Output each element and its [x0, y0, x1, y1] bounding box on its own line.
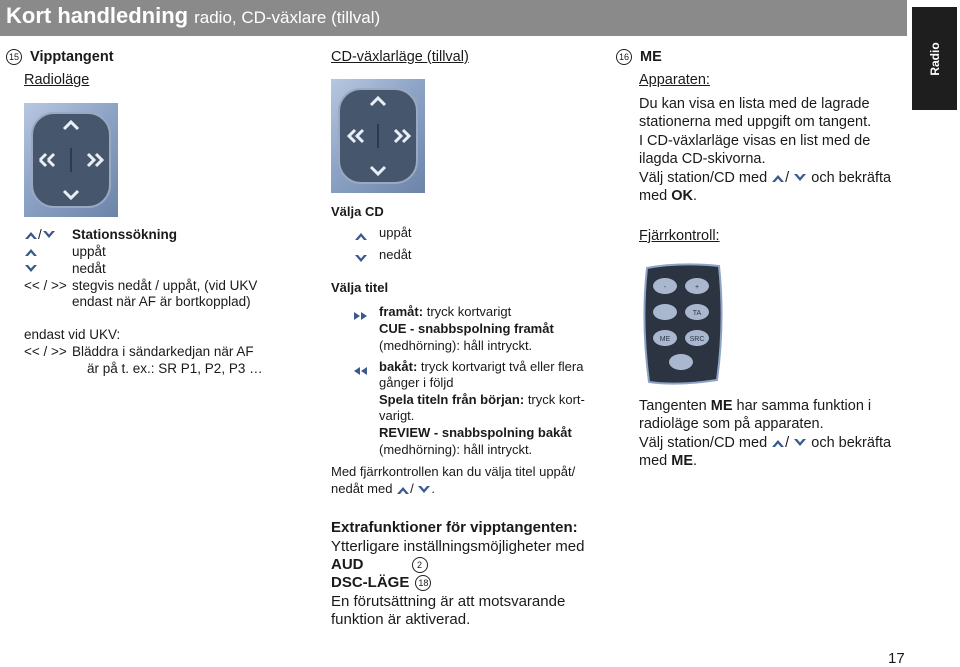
forward-label: framåt:	[379, 304, 424, 319]
fast-forward-icon	[354, 311, 368, 321]
cue-text: CUE - snabbspolning framåt	[379, 321, 554, 336]
col1-row	[24, 244, 38, 261]
col1-row	[24, 227, 56, 244]
col3-para-line: med ME.	[639, 453, 698, 469]
start-desc: tryck kort-	[527, 392, 585, 407]
ukv-label: endast vid UKV:	[24, 327, 121, 342]
extra-line-1: Ytterligare inställningsmöjligheter med	[331, 538, 585, 555]
row-symbol: << / >>	[24, 278, 67, 293]
down-arrow-icon	[42, 230, 56, 240]
down-arrow-icon	[354, 254, 368, 264]
row-label: stegvis nedåt / uppåt, (vid UKV	[72, 278, 258, 293]
back-icon-wrap	[354, 362, 368, 380]
callout-number: 18	[415, 575, 431, 591]
up-arrow-icon	[24, 247, 38, 257]
review-sub: (medhörning): håll intryckt.	[379, 442, 533, 457]
review-text: REVIEW - snabbspolning bakåt	[379, 425, 572, 440]
remote-key-label: TA	[692, 310, 702, 317]
extra-line-4: funktion är aktiverad.	[331, 611, 471, 628]
text: och bekräfta	[811, 170, 892, 186]
row-symbol: << / >>	[24, 344, 67, 359]
select-title-label: Välja titel	[331, 280, 389, 295]
text: Välj station/CD med	[639, 170, 768, 186]
col3-para-line: Välj station/CD med / och bekräfta	[639, 435, 892, 451]
down-arrow-icon	[793, 438, 807, 448]
back-label: bakåt:	[379, 359, 418, 374]
cue-sub: (medhörning): håll intryckt.	[379, 338, 533, 353]
radio-side-tab	[912, 7, 957, 110]
select-cd-label: Välja CD	[331, 204, 384, 219]
remote-heading: Fjärrkontroll:	[639, 228, 720, 244]
remote-key	[669, 354, 693, 370]
remote-key-label: SRC	[689, 336, 705, 343]
text: Tangenten	[639, 398, 707, 414]
start-desc-2: varigt.	[379, 408, 415, 423]
text: och bekräfta	[811, 435, 892, 451]
section-title: Vipptangent	[30, 49, 114, 65]
ok-label: OK	[671, 188, 693, 204]
up-arrow-icon	[396, 485, 410, 495]
col1-heading	[6, 48, 114, 66]
back-text	[379, 358, 583, 375]
col3-heading	[616, 48, 662, 66]
section-title: ME	[640, 49, 662, 65]
start-label: Spela titeln från början:	[379, 392, 525, 407]
up-arrow-icon	[354, 231, 368, 241]
row-label: uppåt	[72, 244, 106, 259]
callout-number: 2	[412, 557, 428, 573]
back-desc: tryck kortvarigt två eller flera	[420, 359, 584, 374]
ukv-text: är på t. ex.: SR P1, P2, P3 …	[87, 361, 263, 376]
cd-up-row	[354, 226, 368, 243]
section-subtitle: Radioläge	[24, 72, 90, 88]
col3-para-line: I CD-växlarläge visas en list med de	[639, 133, 871, 149]
rewind-icon	[354, 366, 368, 376]
col3-para-line: Du kan visa en lista med de lagrade	[639, 96, 870, 112]
row-label: endast när AF är bortkopplad)	[72, 294, 251, 309]
col3-para-line	[639, 397, 871, 415]
rocker-key-image	[24, 103, 118, 217]
col3-para-line: Välj station/CD med / och bekräfta	[639, 170, 892, 186]
row-label: nedåt	[72, 261, 106, 276]
cd-changer-heading: CD-växlarläge (tillval)	[331, 49, 469, 65]
callout-number: 16	[616, 49, 632, 65]
page-title: Kort handledning radio, CD-växlare (tillval)	[6, 3, 381, 28]
extra-title: Extrafunktioner för vipptangenten:	[331, 519, 578, 536]
forward-text	[379, 303, 511, 320]
remote-key	[653, 304, 677, 320]
text: har samma funktion i	[736, 398, 872, 414]
me-label: ME	[671, 453, 693, 469]
up-arrow-icon	[24, 230, 38, 240]
remote-key-label: ME	[659, 336, 671, 343]
row-symbol: /	[38, 227, 42, 242]
start-text	[379, 391, 585, 408]
back-desc-2: gånger i följd	[379, 375, 454, 390]
forward-desc: tryck kortvarigt	[426, 304, 512, 319]
down-arrow-icon	[793, 173, 807, 183]
down-arrow-icon	[24, 264, 38, 274]
callout-number: 15	[6, 49, 22, 65]
text: med	[639, 453, 668, 469]
rocker-key-image	[331, 79, 425, 193]
cd-up-label: uppåt	[379, 225, 412, 240]
remote-line-1: Med fjärrkontrollen kan du välja titel uppåt/	[331, 464, 576, 479]
page-number: 17	[888, 650, 905, 667]
row-label: Stationssökning	[72, 227, 178, 242]
extra-aud	[331, 556, 428, 575]
slash: /	[410, 481, 414, 496]
remote-line-2-text: nedåt med	[331, 481, 393, 496]
col3-para-line: ilagda CD-skivorna.	[639, 151, 766, 167]
down-arrow-icon	[417, 485, 431, 495]
text: Välj station/CD med	[639, 435, 768, 451]
text: med	[639, 188, 668, 204]
device-heading: Apparaten:	[639, 72, 710, 88]
me-label: ME	[710, 398, 733, 414]
remote-control-image	[639, 262, 725, 386]
col3-para-line: radioläge som på apparaten.	[639, 416, 824, 432]
remote-key-label: +	[694, 284, 700, 291]
col3-para-line: med OK.	[639, 188, 698, 204]
forward-icon-wrap	[354, 307, 368, 325]
dsc-label: DSC-LÄGE	[331, 574, 410, 591]
page-subtitle: radio, CD-växlare (tillval)	[194, 8, 381, 27]
cd-down-label: nedåt	[379, 247, 412, 262]
col1-row	[24, 261, 38, 278]
ukv-text: Bläddra i sändarkedjan när AF	[72, 344, 254, 359]
side-tab-label: Radio	[927, 41, 942, 76]
aud-label: AUD	[331, 556, 364, 573]
remote-line-2: nedåt med / .	[331, 481, 435, 496]
col3-para-line: stationerna med uppgift om tangent.	[639, 114, 872, 130]
up-arrow-icon	[771, 173, 785, 183]
header-bar	[0, 0, 907, 36]
remote-key-label: -	[663, 284, 667, 291]
up-arrow-icon	[771, 438, 785, 448]
extra-line-3: En förutsättning är att motsvarande	[331, 593, 566, 610]
extra-dsc	[331, 574, 431, 593]
cd-down-row	[354, 249, 368, 266]
